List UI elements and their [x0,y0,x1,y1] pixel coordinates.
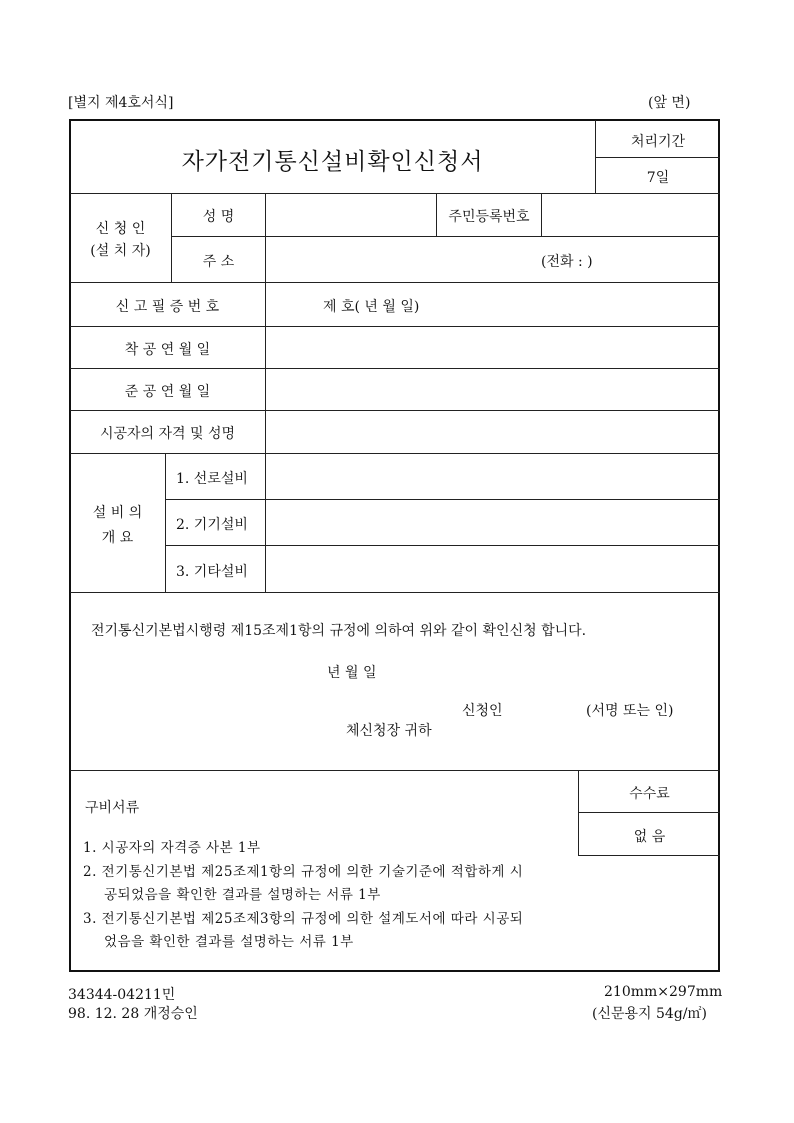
paper-type: (신문용지 54g/㎡) [592,1006,707,1022]
applicant-row-bottom [70,282,720,283]
construction-finish-field[interactable] [267,370,719,409]
installer-label: (설 치 자) [90,243,151,259]
processing-period-label: 처리기간 [630,134,686,150]
processing-divider [595,157,720,158]
fee-box-bottom [578,855,720,856]
resident-number-field[interactable] [543,195,719,235]
address-label: 주 소 [202,254,235,270]
name-label: 성 명 [202,209,235,225]
applicant-signature-label: 신청인 [462,703,503,719]
phone-label: (전화 : ) [541,254,593,270]
declaration-text: 전기통신기본법시행령 제15조제1항의 규정에 의하여 위와 같이 확인신청 합니다. [91,623,587,639]
construction-start-field[interactable] [267,328,719,367]
value-column-border [265,193,266,592]
other-facility-label: 3. 기타설비 [176,564,248,580]
facility-overview-label: 설 비 의 [92,505,143,521]
page-side-label: (앞 면) [648,95,691,111]
fee-value: 없 음 [633,829,666,845]
contractor-label: 시공자의 자격 및 성명 [99,426,236,442]
line-facility-label: 1. 선로설비 [176,471,248,487]
document-item: 2. 전기통신기본법 제25조제1항의 규정에 의한 기술기준에 적합하게 시 [83,864,524,880]
resident-number-label: 주민등록번호 [448,209,530,225]
facility-section-bottom [70,592,720,593]
document-item-continuation: 었음을 확인한 결과를 설명하는 서류 1부 [104,934,354,950]
construction-finish-label: 준 공 연 월 일 [124,384,211,400]
equipment-facility-label: 2. 기기설비 [176,517,248,533]
form-code: 34344-04211민 [68,987,176,1003]
address-field[interactable] [267,238,527,281]
name-field[interactable] [267,195,435,235]
facility-label-border [165,453,166,592]
addressee: 체신청장 귀하 [346,723,432,739]
name-row-bottom [171,236,720,237]
facility-overview-label-2: 개 요 [101,530,134,546]
document-item: 1. 시공자의 자격증 사본 1부 [83,840,261,856]
declaration-section-bottom [70,770,720,771]
report-row-bottom [70,326,720,327]
signature-note: (서명 또는 인) [586,703,674,719]
document-item-continuation: 공되었음을 확인한 결과를 설명하는 서류 1부 [104,887,381,903]
declaration-date: 년 월 일 [327,665,377,681]
processing-period-value: 7일 [646,170,670,186]
title-row-bottom [70,193,720,194]
applicant-label: 신 청 인 [95,221,146,237]
contractor-row-bottom [70,453,720,454]
other-facility-field[interactable] [267,547,719,591]
facility-row1-bottom [165,499,720,500]
fee-divider [578,812,720,813]
required-documents-title: 구비서류 [85,800,140,816]
id-label-right-border [541,193,542,236]
form-title: 자가전기통신설비확인신청서 [181,149,484,175]
approval-date: 98. 12. 28 개정승인 [68,1006,198,1022]
finish-row-bottom [70,410,720,411]
contractor-field[interactable] [267,412,719,452]
paper-size: 210mm×297mm [604,984,723,1000]
line-facility-field[interactable] [267,455,719,498]
report-number-label: 신 고 필 증 번 호 [115,299,220,315]
fee-label: 수수료 [629,786,670,802]
report-number-value: 제 호( 년 월 일) [323,299,420,315]
form-number: [별지 제4호서식] [68,95,174,111]
document-item: 3. 전기통신기본법 제25조제3항의 규정에 의한 설계도서에 따라 시공되 [83,911,524,927]
equipment-facility-field[interactable] [267,501,719,544]
start-row-bottom [70,368,720,369]
facility-row2-bottom [165,545,720,546]
construction-start-label: 착 공 연 월 일 [124,342,211,358]
